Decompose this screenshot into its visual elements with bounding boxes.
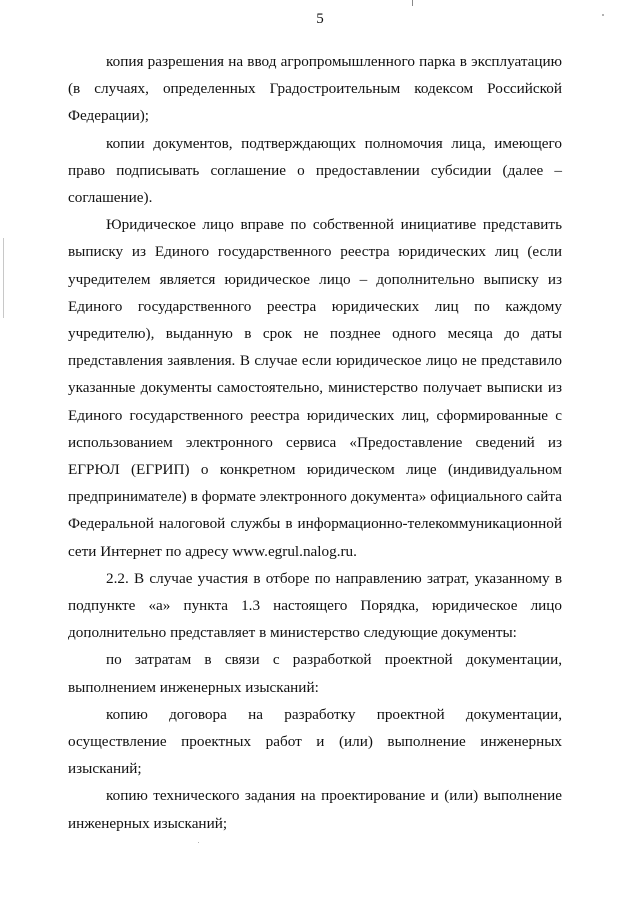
paragraph-authority-documents: копии документов, подтверждающих полномочия лица, имеющего право подписывать соглашение о предоставлении субсидии (далее – соглашение). xyxy=(68,134,562,207)
paragraph-technical-task: копию технического задания на проектирование и (или) выполнение инженерных изысканий; xyxy=(68,787,562,832)
scan-mark-left xyxy=(3,238,4,318)
paragraph-section-2-2: 2.2. В случае участия в отборе по направлению затрат, указанному в подпункте «а» пункта 1.3 настоящего Порядка, юридическое лицо дополнительно представляет в министерство следующие документы: xyxy=(68,569,562,642)
paragraph-park-permit: копия разрешения на ввод агропромышленного парка в эксплуатацию (в случаях, определенных Градостроительным кодексом Российской Федерации); xyxy=(68,53,562,125)
scan-mark-top xyxy=(412,0,413,6)
paragraph-contract-copy: копию договора на разработку проектной документации, осуществление проектных работ и (или) выполнение инженерных изысканий; xyxy=(68,705,562,778)
scan-speck xyxy=(198,842,199,843)
page-number: 5 xyxy=(316,11,324,27)
paragraph-egrul-extract: Юридическое лицо вправе по собственной инициативе представить выписку из Единого государственного реестра юридических лиц (если учредителем является юридическое лицо – дополнительно выписку из Единого государственного реестра юридических лиц по каждому учредителю), выданную в срок не позднее одного месяца до даты представления заявления. В случае если юридическое лицо не представило указанные документы самостоятельно, министерство получает выписки из Единого государственного реестра юридических лиц, сформированные с использованием электронного сервиса «Предоставление сведений из ЕГРЮЛ (ЕГРИП) о конкретном юридическом лице (индивидуальном предпринимателе) в формате электронного документа» официального сайта Федеральной налоговой службы в информационно-телекоммуникационной сети Интернет по адресу www.egrul.nalog.ru. xyxy=(68,216,562,560)
paragraph-design-costs: по затратам в связи с разработкой проектной документации, выполнением инженерных изысканий: xyxy=(68,651,562,696)
document-body xyxy=(68,48,562,837)
